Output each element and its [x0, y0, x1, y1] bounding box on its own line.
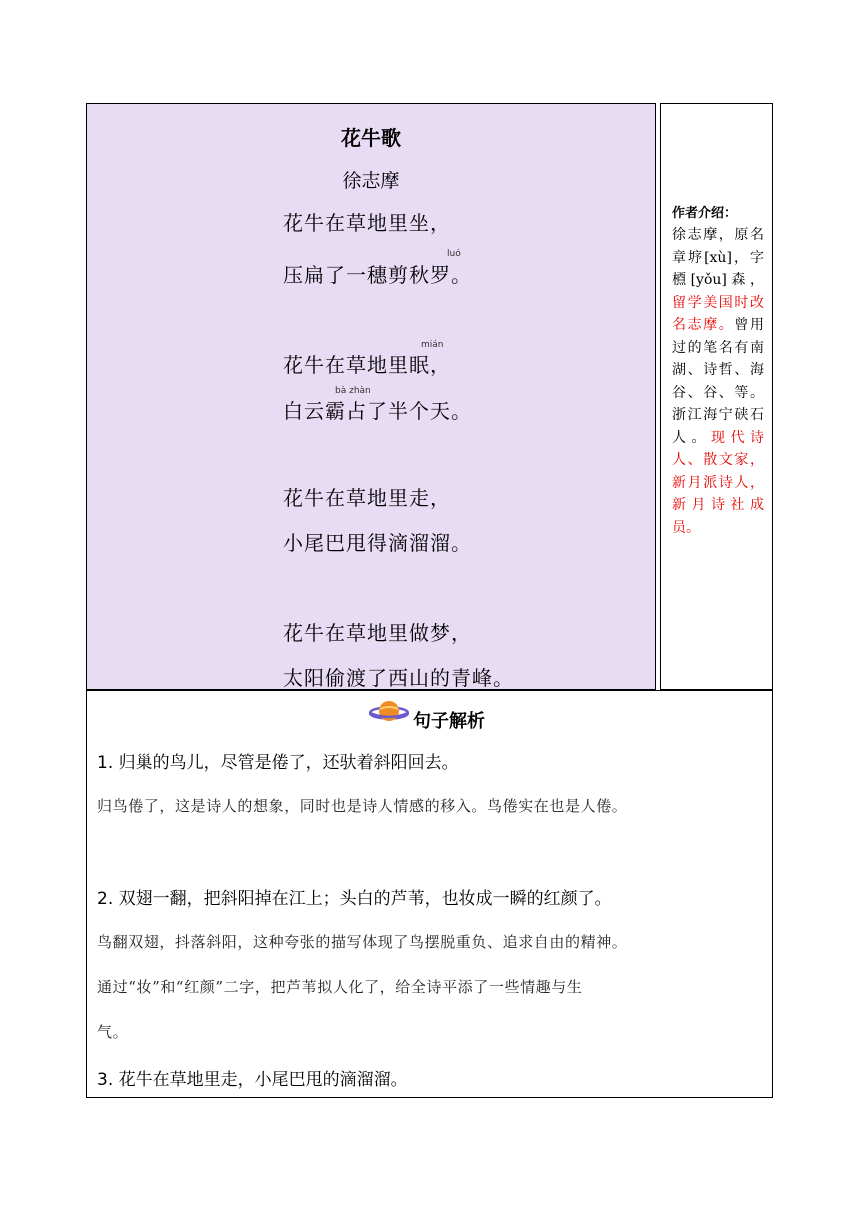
answer-2-line-3: 气。: [97, 1023, 129, 1041]
author-intro-text-d: 现代诗人、散文家，新月派诗人，新月诗社成员。: [672, 429, 764, 536]
answer-2-line-1: 鸟翻双翅，抖落斜阳，这种夸张的描写体现了鸟摆脱重负、追求自由的精神。: [97, 933, 628, 951]
planet-icon: [369, 697, 409, 727]
pinyin-bazhan: bà zhàn: [335, 386, 371, 396]
author-intro-text-c: 曾用过的笔名有南湖、诗哲、海谷、谷、等。浙江海宁硖石人。: [672, 317, 765, 446]
poem-line-3: 花牛在草地里眠，: [283, 353, 451, 377]
author-intro-cell: [660, 103, 773, 690]
poem-line-8: 太阳偷渡了西山的青峰。: [283, 666, 514, 690]
question-2: 2. 双翅一翻，把斜阳掉在江上；头白的芦苇，也妆成一瞬的红颜了。: [97, 889, 612, 909]
poem-cell: [86, 103, 656, 690]
poem-line-1: 花牛在草地里坐，: [283, 211, 451, 235]
poem-line-7: 花牛在草地里做梦，: [283, 621, 472, 645]
question-1: 1. 归巢的鸟儿，尽管是倦了，还驮着斜阳回去。: [97, 753, 459, 773]
author-intro-body: [672, 224, 764, 539]
author-intro-text-a: 徐志摩，原名章垿[xù]，字槱[yǒu]森，: [672, 227, 764, 288]
analysis-title: 句子解析: [413, 711, 485, 732]
analysis-cell: [86, 690, 773, 1098]
question-3: 3. 花牛在草地里走，小尾巴甩的滴溜溜。: [97, 1070, 408, 1090]
answer-2-line-2: 通过“妆”和“红颜”二字，把芦苇拟人化了，给全诗平添了一些情趣与生: [97, 978, 583, 996]
poem-author: 徐志摩: [342, 170, 400, 192]
answer-1: 归鸟倦了，这是诗人的想象，同时也是诗人情感的移入。鸟倦实在也是人倦。: [97, 797, 628, 815]
poem-line-5: 花牛在草地里走，: [283, 486, 451, 510]
poem-line-4: 白云霸占了半个天。: [283, 399, 472, 423]
poem-line-2: 压扁了一穗剪秋罗。: [283, 263, 472, 287]
pinyin-mian: mián: [421, 340, 444, 350]
pinyin-luo: luó: [447, 249, 461, 259]
author-intro-heading: 作者介绍：: [672, 206, 738, 221]
poem-title: 花牛歌: [341, 126, 401, 150]
author-intro-text-b: 留学美国时改名志摩。: [672, 294, 764, 333]
poem-line-6: 小尾巴甩得滴溜溜。: [283, 531, 472, 555]
